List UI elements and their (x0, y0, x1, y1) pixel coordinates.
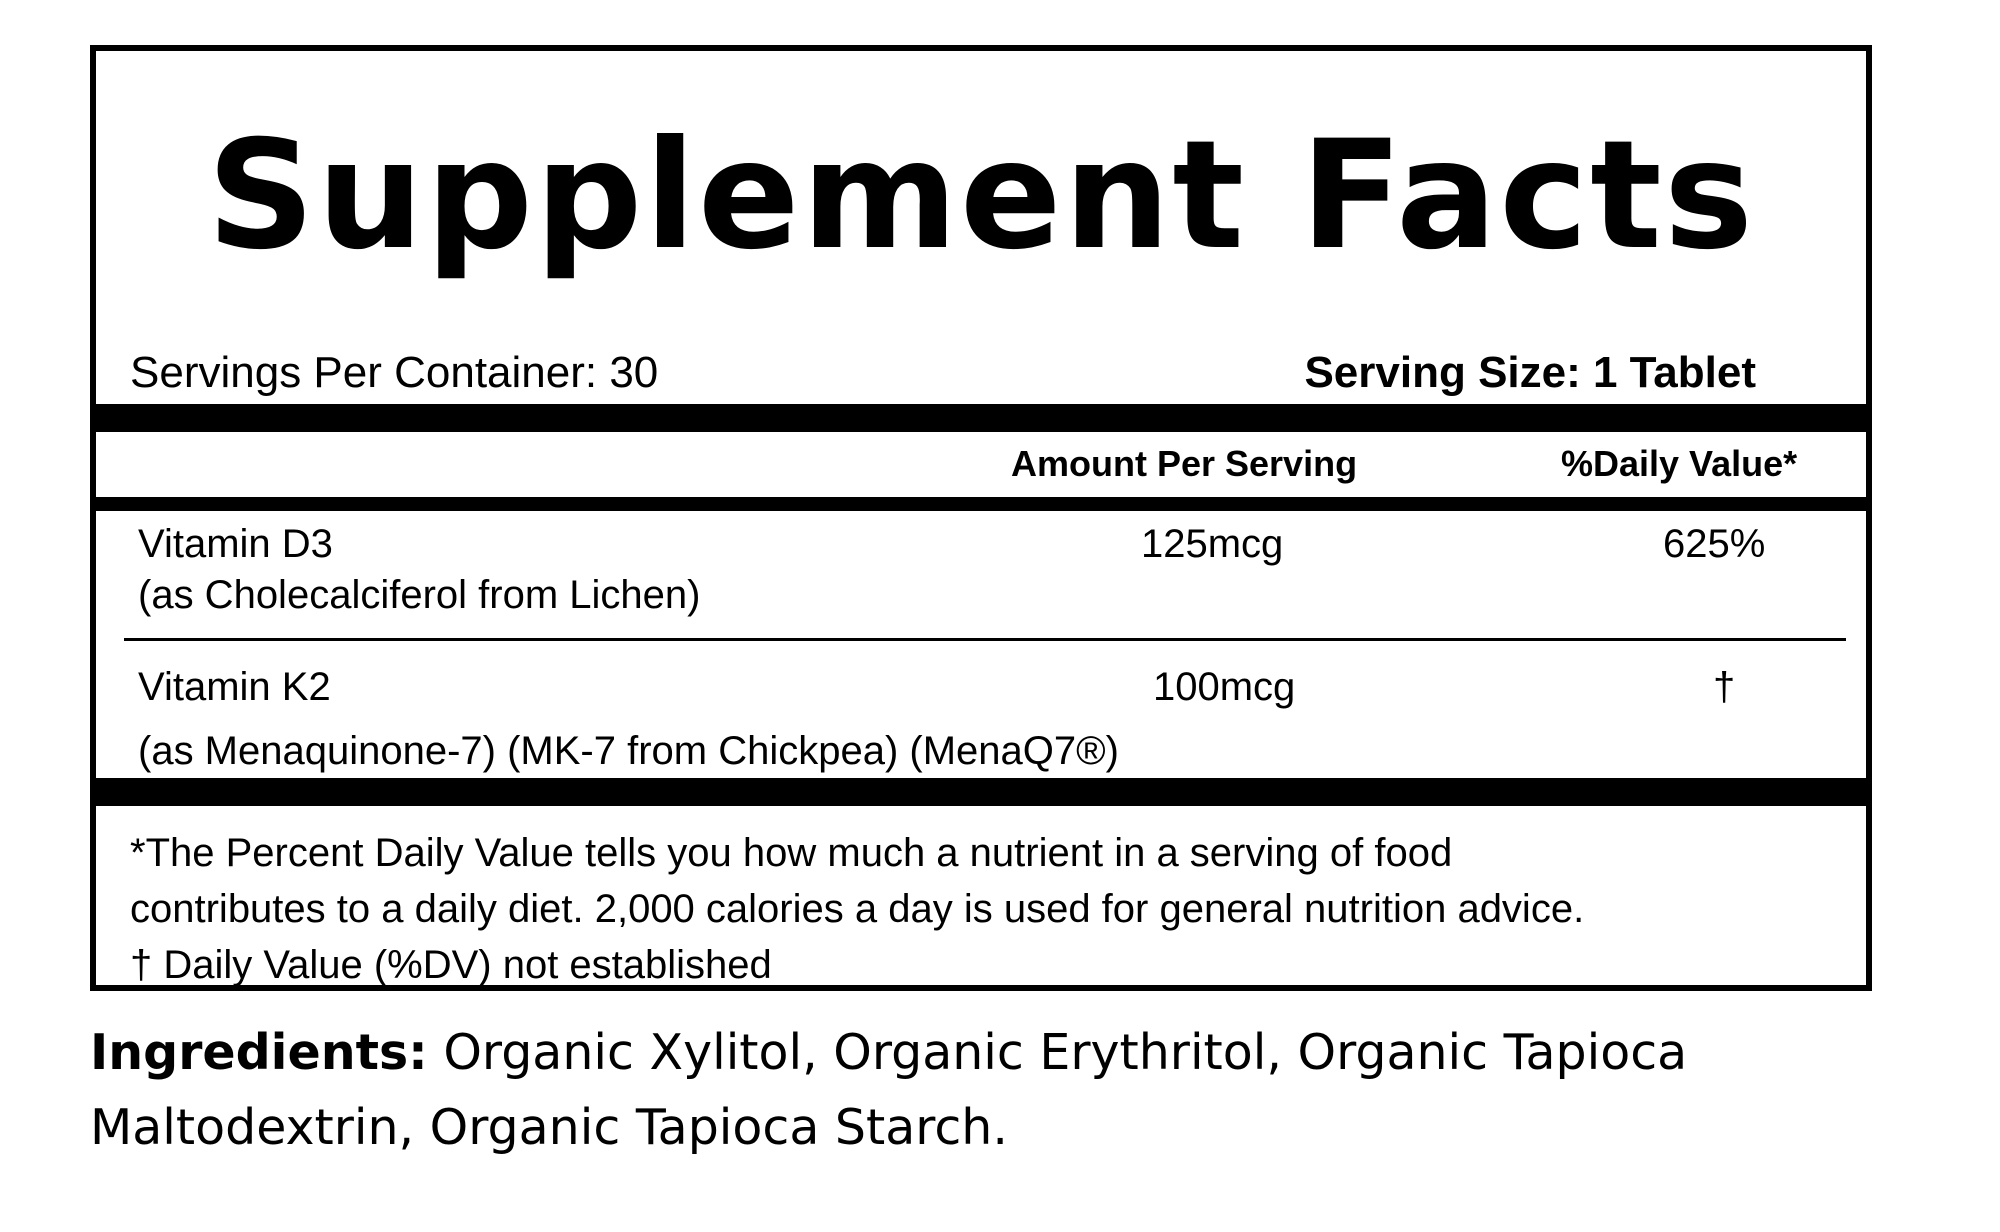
ingredients-list: Organic Xylitol, Organic Erythritol, Organic Tapioca Maltodextrin, Organic Tapioca Starch. (90, 1024, 1688, 1156)
row-divider (124, 638, 1846, 641)
nutrient-amount: 100mcg (1153, 665, 1296, 709)
nutrient-name: Vitamin K2 (138, 665, 331, 709)
thick-divider (96, 778, 1866, 806)
nutrient-source: (as Menaquinone-7) (MK-7 from Chickpea) (MenaQ7®) (138, 729, 1119, 773)
nutrient-amount: 125mcg (1141, 522, 1284, 566)
thick-divider (96, 404, 1866, 432)
ingredients-label: Ingredients: (90, 1024, 428, 1081)
panel-title: Supplement Facts (206, 109, 1756, 283)
nutrient-daily-value: 625% (1663, 522, 1766, 566)
nutrient-name: Vitamin D3 (138, 522, 333, 566)
servings-per-container: Servings Per Container: 30 (130, 348, 659, 397)
supplement-facts-panel (90, 45, 1872, 991)
nutrient-daily-value: † (1713, 665, 1736, 709)
footnote-line: *The Percent Daily Value tells you how much a nutrient in a serving of food (130, 831, 1453, 875)
nutrient-source: (as Cholecalciferol from Lichen) (138, 573, 701, 617)
daily-value-column-header: %Daily Value* (1561, 443, 1798, 484)
serving-size: Serving Size: 1 Tablet (1304, 348, 1756, 397)
amount-column-header: Amount Per Serving (1011, 443, 1358, 484)
footnote-line: contributes to a daily diet. 2,000 calories a day is used for general nutrition advice. (130, 887, 1585, 931)
ingredients-statement (90, 1015, 1890, 1165)
footnote-dagger: † Daily Value (%DV) not established (130, 943, 772, 987)
header-divider (96, 497, 1866, 511)
